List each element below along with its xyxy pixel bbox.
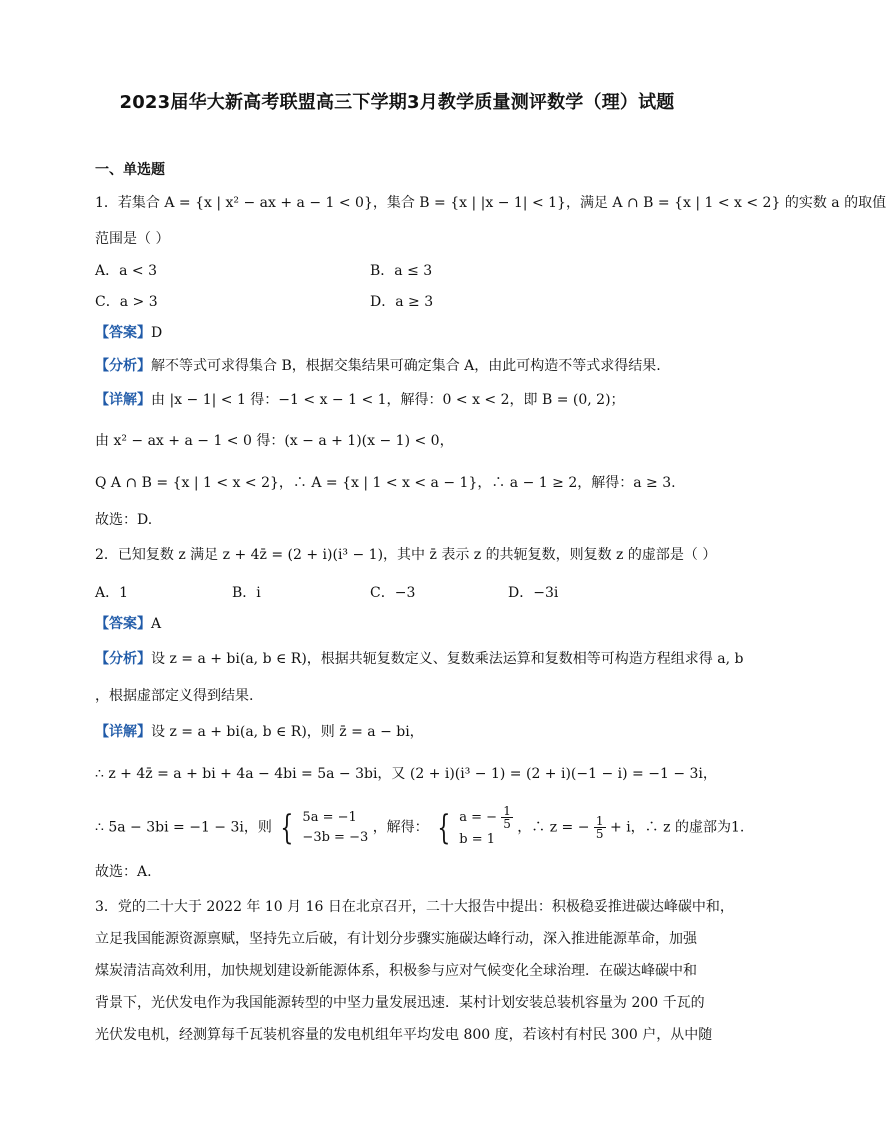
- system-1-row-2: −3b = −3: [302, 829, 369, 845]
- q1-answer-value: D: [151, 325, 163, 341]
- q2-option-b: B．i: [232, 585, 261, 601]
- q2-stem: 2．已知复数 z 满足 z + 4z̄ = (2 + i)(i³ − 1)，其中 z̄ 表示 z 的共轭复数，则复数 z 的虚部是（ ）: [95, 547, 717, 563]
- answer-tag: 【答案】: [95, 616, 151, 632]
- q1-option-a: A．a < 3: [95, 263, 157, 279]
- q2-analysis-text-1: 设 z = a + bi(a, b ∈ R)，根据共轭复数定义、复数乘法运算和复数相等可构造方程组求得 a, b: [151, 651, 744, 667]
- fraction-numerator: 1: [595, 814, 604, 828]
- q3-line-2: 立足我国能源资源禀赋，坚持先立后破，有计划分步骤实施碳达峰行动，深入推进能源革命，加强: [95, 931, 697, 947]
- q3-line-1: 3．党的二十大于 2022 年 10 月 16 日在北京召开，二十大报告中提出：积极稳妥推进碳达峰碳中和，: [95, 899, 734, 915]
- q1-analysis-text: 解不等式可求得集合 B，根据交集结果可确定集合 A，由此可构造不等式求得结果.: [151, 358, 661, 374]
- analysis-tag: 【分析】: [95, 651, 151, 667]
- q2-detail-3b: ，解得：: [372, 819, 429, 836]
- fraction: [501, 805, 513, 830]
- q1-detail-line-3: Q A ∩ B = {x | 1 < x < 2}，∴ A = {x | 1 < x < a − 1}，∴ a − 1 ≥ 2，解得：a ≥ 3.: [95, 475, 676, 491]
- system-2-row-1: [459, 805, 513, 830]
- q2-detail-3c: ，∴ z = −: [517, 819, 590, 836]
- detail-tag: 【详解】: [95, 724, 151, 740]
- q1-option-c: C．a > 3: [95, 294, 158, 310]
- q2-option-d: D．−3i: [508, 585, 559, 601]
- fraction-denominator: 5: [503, 817, 511, 831]
- q2-detail-line-1: [95, 722, 424, 742]
- q1-analysis: [95, 356, 661, 376]
- q2-analysis-line-2: ，根据虚部定义得到结果.: [95, 688, 254, 704]
- q3-line-5: 光伏发电机，经测算每千瓦装机容量的发电机组年平均发电 800 度，若该村有村民 300 户，从中随: [95, 1027, 713, 1043]
- q1-conclusion: 故选：D.: [95, 512, 153, 528]
- brace-glyph: {: [437, 807, 451, 848]
- q1-stem-line-2: 范围是（ ）: [95, 231, 170, 247]
- q2-detail-line-3: [95, 805, 744, 850]
- q2-detail-3d: + i，∴ z 的虚部为1.: [610, 819, 745, 836]
- q1-option-d: D．a ≥ 3: [370, 294, 434, 310]
- q2-detail-3a: ∴ 5a − 3bi = −1 − 3i，则: [95, 819, 272, 836]
- analysis-tag: 【分析】: [95, 358, 151, 374]
- q2-answer-value: A: [151, 616, 162, 632]
- q2-detail-line-2: ∴ z + 4z̄ = a + bi + 4a − 4bi = 5a − 3bi，又 (2 + i)(i³ − 1) = (2 + i)(−1 − i) = −1 − 3i，: [95, 766, 717, 782]
- fraction-denominator: 5: [595, 827, 604, 841]
- q1-detail-line-2: 由 x² − ax + a − 1 < 0 得：(x − a + 1)(x − 1) < 0，: [95, 433, 454, 449]
- fraction: [594, 815, 606, 840]
- detail-tag: 【详解】: [95, 392, 151, 408]
- equation-system-1: [276, 808, 368, 848]
- q1-detail-line-1: [95, 390, 625, 410]
- q2-option-c: C．−3: [370, 585, 416, 601]
- q1-option-b: B．a ≤ 3: [370, 263, 433, 279]
- system-2-row-2: b = 1: [459, 832, 495, 847]
- section-heading: 一、单选题: [95, 162, 165, 178]
- q1-answer: [95, 323, 162, 343]
- q3-line-3: 煤炭清洁高效利用，加快规划建设新能源体系，积极参与应对气候变化全球治理．在碳达峰碳中和: [95, 963, 697, 979]
- q3-line-4: 背景下，光伏发电作为我国能源转型的中坚力量发展迅速．某村计划安装总装机容量为 200 千瓦的: [95, 995, 705, 1011]
- answer-tag: 【答案】: [95, 325, 151, 341]
- q1-detail-text-1: 由 |x − 1| < 1 得：−1 < x − 1 < 1，解得：0 < x < 2，即 B = (0, 2)；: [151, 392, 625, 408]
- system-2-row-1-text: a = −: [459, 810, 498, 825]
- q2-detail-text-1: 设 z = a + bi(a, b ∈ R)，则 z̄ = a − bi，: [151, 724, 424, 740]
- q2-analysis-line-1: [95, 649, 743, 669]
- q1-stem-line-1: 1．若集合 A = {x | x² − ax + a − 1 < 0}，集合 B = {x | |x − 1| < 1}，满足 A ∩ B = {x | 1 < x < 2} 的实数 a 的取值: [95, 195, 886, 211]
- brace-glyph: {: [280, 807, 294, 848]
- q2-option-a: A．1: [95, 585, 129, 601]
- equation-system-2: [433, 805, 513, 850]
- q2-conclusion: 故选：A.: [95, 864, 152, 880]
- fraction-numerator: 1: [503, 804, 511, 818]
- document-title: 2023届华大新高考联盟高三下学期3月教学质量测评数学（理）试题: [119, 92, 675, 113]
- q2-answer: [95, 614, 161, 634]
- system-1-row-1: 5a = −1: [302, 809, 357, 825]
